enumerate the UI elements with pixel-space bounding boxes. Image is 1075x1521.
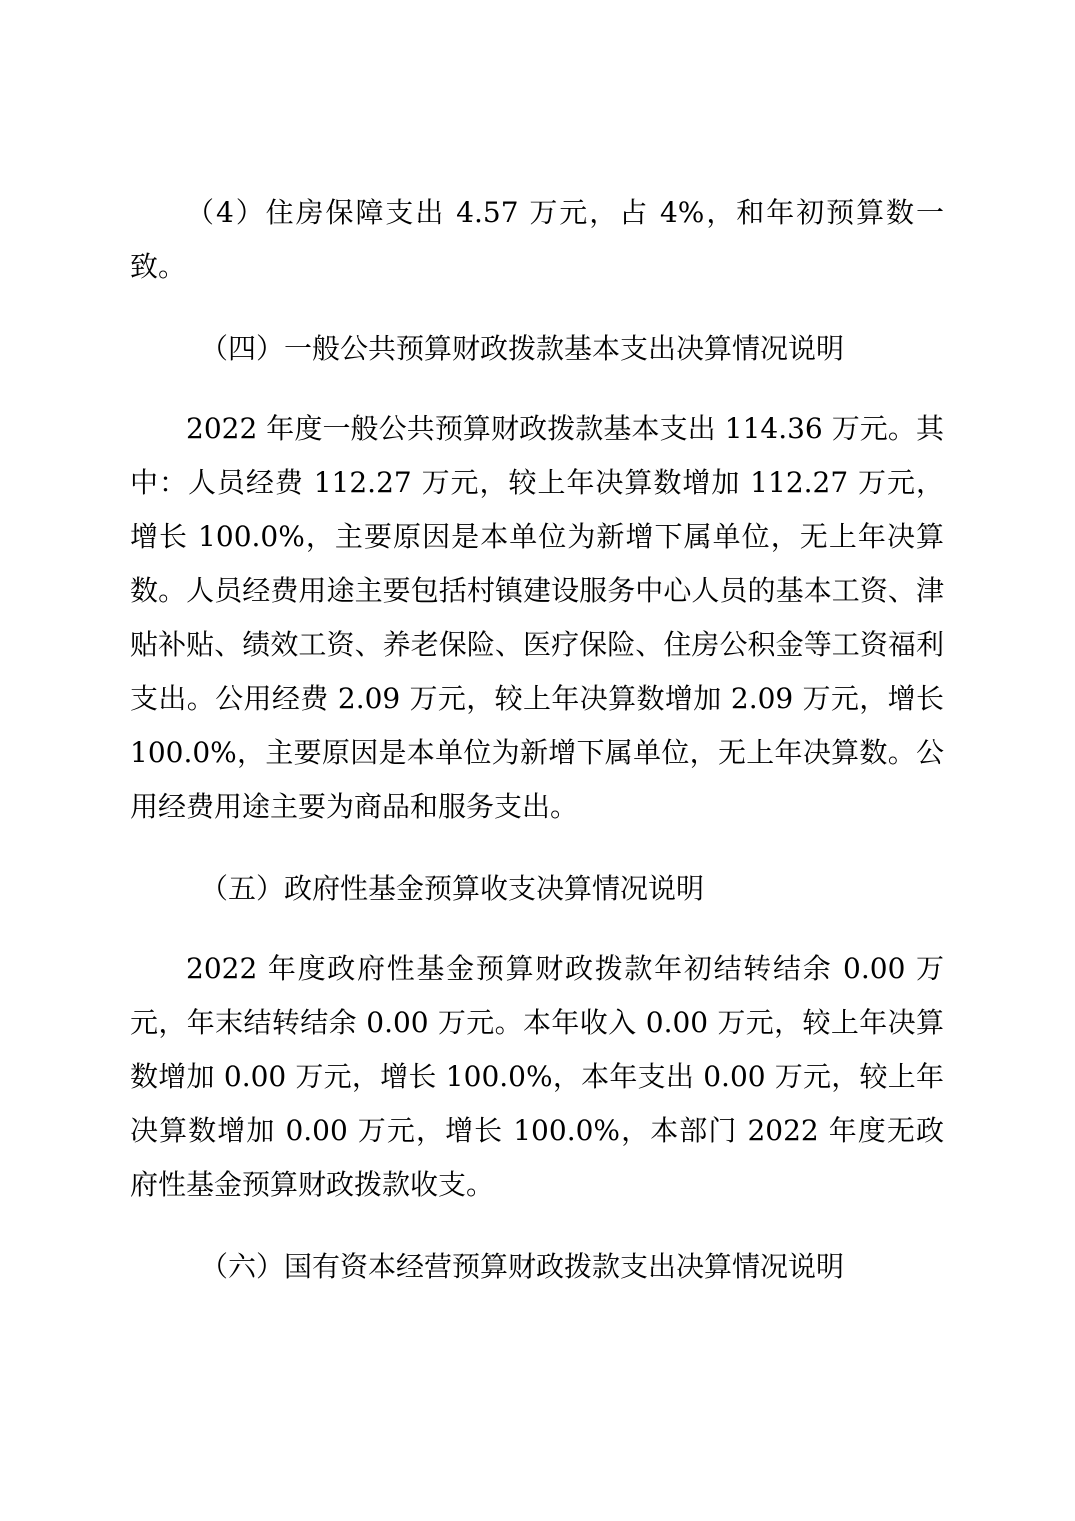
spacer <box>130 1212 944 1240</box>
spacer <box>130 376 944 402</box>
section-heading-4: （四）一般公共预算财政拨款基本支出决算情况说明 <box>200 332 845 365</box>
section-heading-5: （五）政府性基金预算收支决算情况说明 <box>200 872 705 905</box>
spacer <box>130 294 944 322</box>
paragraph-basic-expenditure: 2022 年度一般公共预算财政拨款基本支出 114.36 万元。其中：人员经费 112.27 万元，较上年决算数增加 112.27 万元，增长 100.0%，主要原因是本单位为新增下属单位，无上年决算数。人员经费用途主要包括村镇建设服务中心人员的基本工资、津贴补贴、绩效工资、养老保险、医疗保险、住房公积金等工资福利支出。公用经费 2.09 万元，较上年决算数增加 2.09 万元，增长 100.0%，主要原因是本单位为新增下属单位，无上年决算数。公用经费用途主要为商品和服务支出。 <box>130 412 944 823</box>
spacer <box>130 834 944 862</box>
section-heading-6: （六）国有资本经营预算财政拨款支出决算情况说明 <box>200 1250 845 1283</box>
document-page <box>130 186 944 1294</box>
paragraph-gov-fund: 2022 年度政府性基金预算财政拨款年初结转结余 0.00 万元，年末结转结余 0.00 万元。本年收入 0.00 万元，较上年决算数增加 0.00 万元，增长 100.0%，本年支出 0.00 万元，较上年决算数增加 0.00 万元，增长 100.0%，本部门 2022 年度无政府性基金预算财政拨款收支。 <box>130 952 944 1201</box>
spacer <box>130 916 944 942</box>
paragraph-housing-expenditure: （4）住房保障支出 4.57 万元，占 4%，和年初预算数一致。 <box>130 196 944 283</box>
